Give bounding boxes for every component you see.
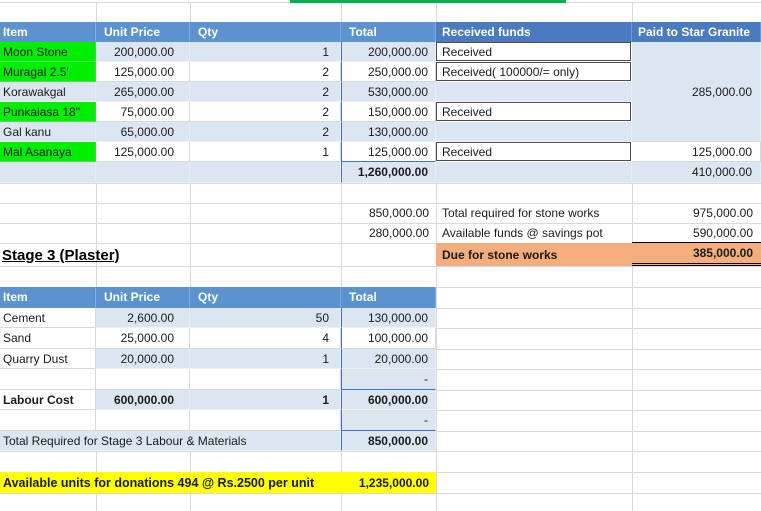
empty-cell[interactable] (96, 369, 190, 390)
item-cell[interactable]: Quarry Dust (0, 349, 96, 369)
item-cell[interactable]: Cement (0, 308, 96, 328)
qty-cell[interactable]: 2 (190, 122, 341, 142)
qty-cell[interactable]: 1 (190, 390, 341, 410)
item-cell[interactable]: Mal Asanaya (0, 142, 96, 162)
unit-price-cell[interactable]: 20,000.00 (96, 349, 190, 369)
empty-cell[interactable] (0, 410, 96, 431)
qty-cell[interactable]: 1 (190, 142, 341, 162)
item-cell[interactable]: Sand (0, 328, 96, 349)
stone-works-cost-cell[interactable]: 850,000.00 (368, 206, 429, 220)
due-value: 385,000.00 (632, 243, 761, 266)
stage3-heading[interactable]: Stage 3 (Plaster) (2, 246, 120, 264)
total-cell[interactable]: 600,000.00 (341, 390, 436, 410)
qty-cell[interactable]: 1 (190, 42, 341, 62)
qty-cell[interactable]: 2 (190, 62, 341, 82)
total-cell[interactable]: - (341, 369, 436, 390)
header-qty[interactable]: Qty (190, 22, 341, 42)
item-cell[interactable]: Gal kanu (0, 122, 96, 142)
header-total[interactable]: Total (341, 287, 436, 308)
header-unit-price[interactable]: Unit Price (96, 22, 190, 42)
plaster-total-value[interactable]: 850,000.00 (341, 431, 436, 451)
received-cell[interactable] (436, 82, 632, 102)
empty-cell[interactable] (96, 410, 190, 431)
header-item[interactable]: Item (0, 287, 96, 308)
qty-cell[interactable]: 2 (190, 82, 341, 102)
empty-cell[interactable] (0, 162, 96, 183)
total-cell[interactable]: 200,000.00 (341, 42, 436, 62)
header-received-funds[interactable]: Received funds (436, 22, 632, 42)
empty-cell[interactable] (190, 410, 341, 431)
available-value[interactable]: 590,000.00 (632, 223, 761, 243)
due-for-stone-works-row[interactable] (436, 243, 761, 266)
total-cell[interactable]: 20,000.00 (341, 349, 436, 369)
item-cell[interactable]: Moon Stone (0, 42, 96, 62)
received-cell[interactable]: Received (436, 102, 632, 122)
header-unit-price[interactable]: Unit Price (96, 287, 190, 308)
due-label: Due for stone works (442, 247, 558, 262)
stone-table (0, 22, 761, 183)
empty-cell[interactable] (190, 369, 341, 390)
item-cell[interactable]: Labour Cost (0, 390, 96, 410)
total-cell[interactable]: 130,000.00 (341, 308, 436, 328)
item-cell[interactable]: Korawakgal (0, 82, 96, 102)
top-green-cell-edge (290, 0, 566, 3)
received-cell[interactable]: Received (436, 42, 632, 62)
paid-merged-cell[interactable]: 285,000.00 (632, 42, 761, 142)
savings-pot-cell[interactable]: 280,000.00 (368, 226, 429, 240)
empty-cell[interactable] (0, 369, 96, 390)
required-label[interactable]: Total required for stone works (442, 206, 600, 220)
unit-price-cell[interactable]: 200,000.00 (96, 42, 190, 62)
received-cell[interactable] (436, 122, 632, 142)
qty-cell[interactable]: 4 (190, 328, 341, 349)
total-cell[interactable]: 125,000.00 (341, 142, 436, 162)
unit-price-cell[interactable]: 25,000.00 (96, 328, 190, 349)
qty-cell[interactable]: 50 (190, 308, 341, 328)
unit-price-cell[interactable]: 65,000.00 (96, 122, 190, 142)
unit-price-cell[interactable]: 2,600.00 (96, 308, 190, 328)
total-cell[interactable]: 100,000.00 (341, 328, 436, 349)
header-total[interactable]: Total (341, 22, 436, 42)
donations-label: Available units for donations 494 @ Rs.2500 per unit (3, 475, 315, 490)
unit-price-cell[interactable]: 265,000.00 (96, 82, 190, 102)
plaster-total-label[interactable]: Total Required for Stage 3 Labour & Materials (0, 431, 341, 451)
header-paid-to-star-granite[interactable]: Paid to Star Granite (632, 22, 761, 42)
empty-cell[interactable] (96, 162, 190, 183)
unit-price-cell[interactable]: 600,000.00 (96, 390, 190, 410)
total-cell[interactable]: 150,000.00 (341, 102, 436, 122)
required-value[interactable]: 975,000.00 (692, 206, 753, 220)
unit-price-cell[interactable]: 125,000.00 (96, 62, 190, 82)
qty-cell[interactable]: 2 (190, 102, 341, 122)
donations-value: 1,235,000.00 (358, 475, 429, 490)
header-qty[interactable]: Qty (190, 287, 341, 308)
plaster-table (0, 287, 436, 451)
total-cell[interactable]: - (341, 410, 436, 431)
stone-total-cell[interactable]: 1,260,000.00 (341, 162, 436, 183)
paid-total-cell[interactable]: 410,000.00 (632, 162, 761, 183)
donations-row[interactable] (0, 472, 436, 493)
header-item[interactable]: Item (0, 22, 96, 42)
total-cell[interactable]: 130,000.00 (341, 122, 436, 142)
empty-cell[interactable] (190, 162, 341, 183)
item-cell[interactable]: Muragal 2.5' (0, 62, 96, 82)
available-label[interactable]: Available funds @ savings pot (442, 226, 603, 240)
qty-cell[interactable]: 1 (190, 349, 341, 369)
unit-price-cell[interactable]: 125,000.00 (96, 142, 190, 162)
unit-price-cell[interactable]: 75,000.00 (96, 102, 190, 122)
paid-cell[interactable]: 125,000.00 (632, 142, 761, 162)
total-cell[interactable]: 530,000.00 (341, 82, 436, 102)
empty-cell[interactable] (436, 162, 632, 183)
item-cell[interactable]: Punkalasa 18" (0, 102, 96, 122)
received-cell[interactable]: Received (436, 142, 632, 162)
received-cell[interactable]: Received( 100000/= only) (436, 62, 632, 82)
total-cell[interactable]: 250,000.00 (341, 62, 436, 82)
